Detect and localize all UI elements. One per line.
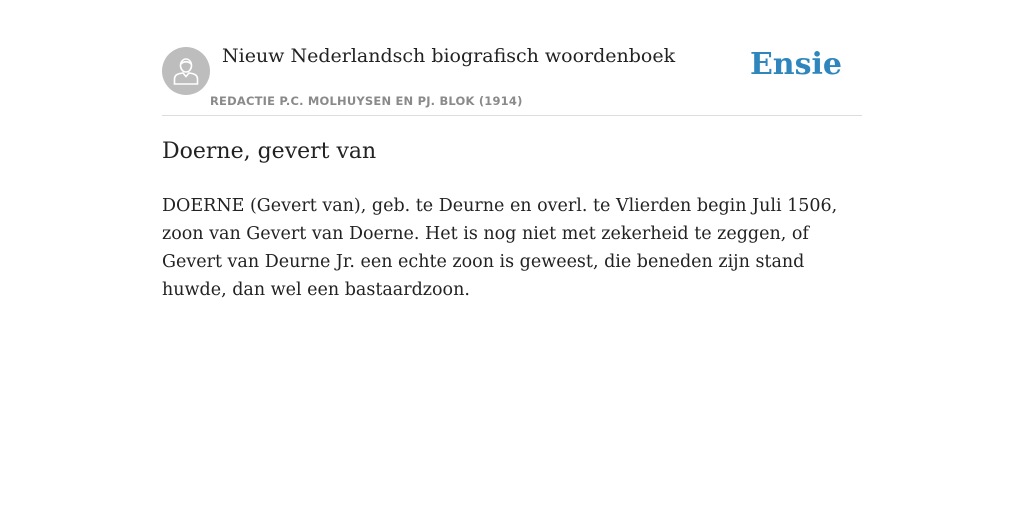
- entry-title: Doerne, gevert van: [162, 139, 377, 164]
- avatar: [162, 47, 210, 95]
- page-container: [162, 0, 862, 300]
- source-editors: REDACTIE P.C. MOLHUYSEN EN PJ. BLOK (1914): [210, 94, 523, 108]
- source-title[interactable]: Nieuw Nederlandsch biografisch woordenboek: [222, 45, 676, 67]
- source-header: [162, 0, 862, 116]
- entry-body: DOERNE (Gevert van), geb. te Deurne en overl. te Vlierden begin Juli 1506, zoon van Gevert van Doerne. Het is nog niet met zekerheid te zeggen, of Gevert van Deurne Jr. een echte zoon is geweest, die beneden zijn stand huwde, dan wel een bastaardzoon.: [162, 196, 838, 300]
- brand-logo[interactable]: Ensie: [749, 47, 842, 82]
